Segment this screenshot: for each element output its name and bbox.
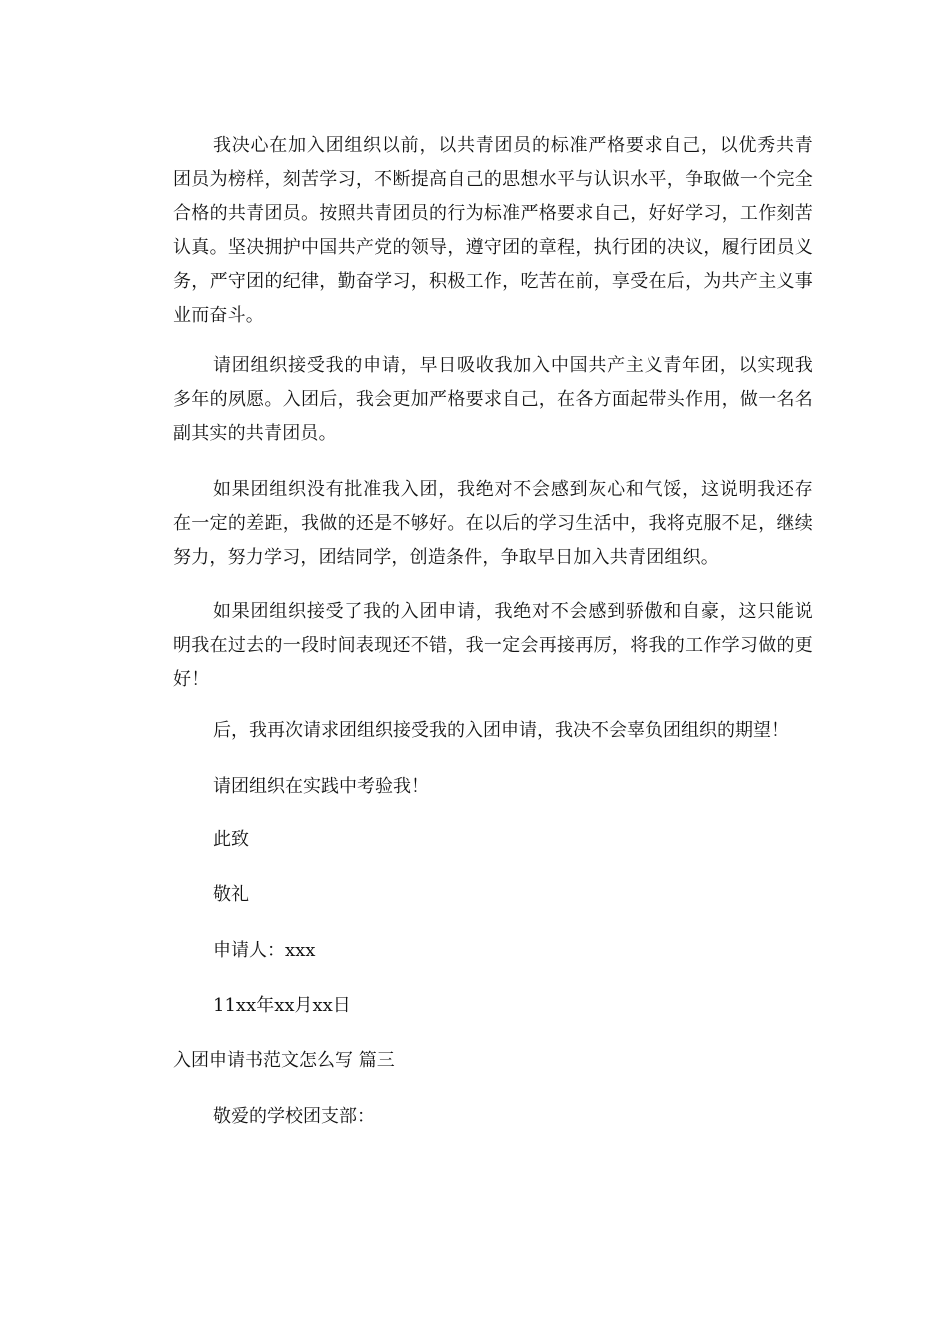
paragraph-if-rejected: 如果团组织没有批准我入团，我绝对不会感到灰心和气馁，这说明我还存在一定的差距，我做的还是不够好。在以后的学习生活中，我将克服不足，继续努力，努力学习，团结同学，创造条件，争取早日加入共青团组织。 xyxy=(173,479,813,568)
paragraph-resolve: 我决心在加入团组织以前，以共青团员的标准严格要求自己，以优秀共青团员为榜样，刻苦学习，不断提高自己的思想水平与认识水平，争取做一个完全合格的共青团员。按照共青团员的行为标准严格要求自己，好好学习，工作刻苦认真。坚决拥护中国共产党的领导，遵守团的章程，执行团的决议，履行团员义务，严守团的纪律，勤奋学习，积极工作，吃苦在前，享受在后，为共产主义事业而奋斗。 xyxy=(173,135,813,326)
closing-line-request: 后，我再次请求团组织接受我的入团申请，我决不会辜负团组织的期望！ xyxy=(213,720,789,741)
paragraph-request: 请团组织接受我的申请，早日吸收我加入中国共产主义青年团，以实现我多年的夙愿。入团后，我会更加严格要求自己，在各方面起带头作用，做一名名副其实的共青团员。 xyxy=(173,355,813,444)
applicant-line: 申请人：xxx xyxy=(213,940,316,961)
closing-jingli: 敬礼 xyxy=(213,884,249,905)
paragraph-if-accepted: 如果团组织接受了我的入团申请，我绝对不会感到骄傲和自豪，这只能说明我在过去的一段时间表现还不错，我一定会再接再厉，将我的工作学习做的更好！ xyxy=(173,601,813,690)
section-heading: 入团申请书范文怎么写 篇三 xyxy=(173,1050,395,1071)
closing-cizhi: 此致 xyxy=(213,829,249,850)
date-line: 11xx年xx月xx日 xyxy=(213,995,351,1016)
salutation-line: 敬爱的学校团支部： xyxy=(213,1106,375,1127)
closing-line-test: 请团组织在实践中考验我！ xyxy=(213,776,429,797)
